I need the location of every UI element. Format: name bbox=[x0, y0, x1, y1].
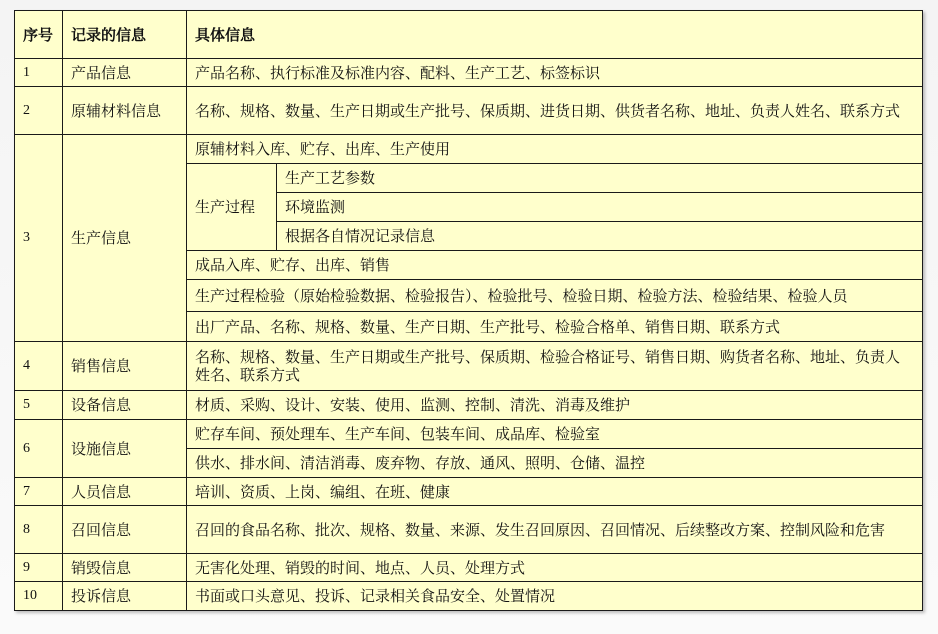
table-row bbox=[15, 342, 923, 391]
table-row bbox=[15, 554, 923, 582]
row-detail: 培训、资质、上岗、编组、在班、健康 bbox=[187, 478, 923, 506]
row-category: 召回信息 bbox=[63, 506, 187, 554]
header-detail: 具体信息 bbox=[187, 11, 923, 59]
row-category: 设备信息 bbox=[63, 391, 187, 420]
row-category: 销售信息 bbox=[63, 342, 187, 391]
production-process-label: 生产过程 bbox=[187, 164, 277, 251]
row-number: 5 bbox=[15, 391, 63, 420]
table-row bbox=[15, 135, 923, 164]
row-number: 9 bbox=[15, 554, 63, 582]
header-row bbox=[15, 11, 923, 59]
row-detail: 出厂产品、名称、规格、数量、生产日期、生产批号、检验合格单、销售日期、联系方式 bbox=[187, 312, 923, 342]
table-row bbox=[15, 420, 923, 449]
row-number: 7 bbox=[15, 478, 63, 506]
row-detail: 供水、排水间、清洁消毒、废弃物、存放、通风、照明、仓储、温控 bbox=[187, 449, 923, 478]
header-category: 记录的信息 bbox=[63, 11, 187, 59]
row-number: 10 bbox=[15, 582, 63, 611]
process-item: 根据各自情况记录信息 bbox=[277, 222, 923, 251]
row-detail: 无害化处理、销毁的时间、地点、人员、处理方式 bbox=[187, 554, 923, 582]
row-category: 人员信息 bbox=[63, 478, 187, 506]
table-row bbox=[15, 391, 923, 420]
header-seq: 序号 bbox=[15, 11, 63, 59]
row-detail: 名称、规格、数量、生产日期或生产批号、保质期、进货日期、供货者名称、地址、负责人姓名、联系方式 bbox=[187, 87, 923, 135]
row-number: 8 bbox=[15, 506, 63, 554]
row-category: 销毁信息 bbox=[63, 554, 187, 582]
table-row bbox=[15, 506, 923, 554]
row-category: 设施信息 bbox=[63, 420, 187, 478]
row-detail: 材质、采购、设计、安装、使用、监测、控制、清洗、消毒及维护 bbox=[187, 391, 923, 420]
table-row bbox=[15, 582, 923, 611]
row-category: 投诉信息 bbox=[63, 582, 187, 611]
row-number: 4 bbox=[15, 342, 63, 391]
row-category: 生产信息 bbox=[63, 135, 187, 342]
row-detail: 名称、规格、数量、生产日期或生产批号、保质期、检验合格证号、销售日期、购货者名称、地址、负责人姓名、联系方式 bbox=[187, 342, 923, 391]
row-category: 原辅材料信息 bbox=[63, 87, 187, 135]
row-detail: 原辅材料入库、贮存、出库、生产使用 bbox=[187, 135, 923, 164]
table-row bbox=[15, 87, 923, 135]
row-detail: 召回的食品名称、批次、规格、数量、来源、发生召回原因、召回情况、后续整改方案、控制风险和危害 bbox=[187, 506, 923, 554]
row-detail: 成品入库、贮存、出库、销售 bbox=[187, 251, 923, 280]
row-number: 3 bbox=[15, 135, 63, 342]
table-row bbox=[15, 478, 923, 506]
row-detail: 书面或口头意见、投诉、记录相关食品安全、处置情况 bbox=[187, 582, 923, 611]
row-number: 2 bbox=[15, 87, 63, 135]
record-info-table bbox=[14, 10, 923, 611]
table-row bbox=[15, 59, 923, 87]
row-detail: 生产过程检验（原始检验数据、检验报告）、检验批号、检验日期、检验方法、检验结果、检验人员 bbox=[187, 280, 923, 312]
row-number: 1 bbox=[15, 59, 63, 87]
row-number: 6 bbox=[15, 420, 63, 478]
row-category: 产品信息 bbox=[63, 59, 187, 87]
process-item: 生产工艺参数 bbox=[277, 164, 923, 193]
row-detail: 产品名称、执行标准及标准内容、配料、生产工艺、标签标识 bbox=[187, 59, 923, 87]
process-item: 环境监测 bbox=[277, 193, 923, 222]
row-detail: 贮存车间、预处理车、生产车间、包装车间、成品库、检验室 bbox=[187, 420, 923, 449]
